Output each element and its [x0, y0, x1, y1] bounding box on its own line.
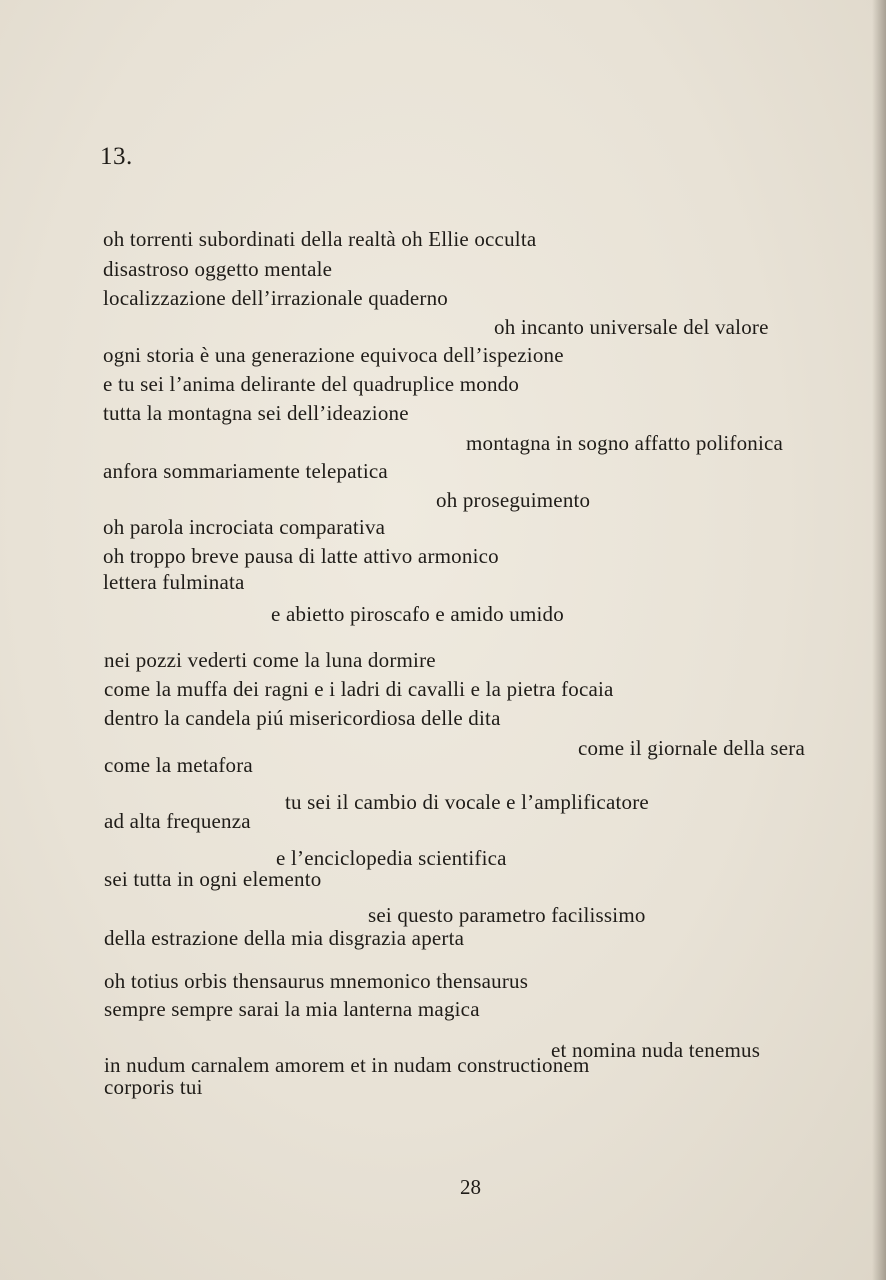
poem-line: in nudum carnalem amorem et in nudam constructionem: [104, 1053, 590, 1077]
poem-line: come la metafora: [104, 753, 253, 777]
poem-line: della estrazione della mia disgrazia aperta: [104, 926, 465, 950]
poem-line: sei questo parametro facilissimo: [368, 903, 646, 927]
poem-line: e tu sei l’anima delirante del quadruplice mondo: [103, 372, 520, 396]
poem-line: tutta la montagna sei dell’ideazione: [103, 401, 409, 425]
poem-line: sempre sempre sarai la mia lanterna magica: [104, 997, 480, 1021]
poem-line: tu sei il cambio di vocale e l’amplificatore: [285, 790, 649, 814]
poem-line: oh parola incrociata comparativa: [103, 515, 386, 539]
poem-line: ogni storia è una generazione equivoca dell’ispezione: [103, 343, 564, 367]
poem-line: et nomina nuda tenemus: [551, 1038, 761, 1062]
poem-line: dentro la candela piú misericordiosa delle dita: [104, 706, 501, 730]
page-number: 28: [460, 1175, 481, 1199]
poem-line: e abietto piroscafo e amido umido: [271, 602, 564, 626]
poem-line: oh proseguimento: [436, 488, 591, 512]
poem-line: oh torrenti subordinati della realtà oh Ellie occulta: [103, 227, 537, 251]
poem-line: come la muffa dei ragni e i ladri di cavalli e la pietra focaia: [104, 677, 614, 701]
poem-line: sei tutta in ogni elemento: [104, 867, 322, 891]
poem-line: e l’enciclopedia scientifica: [276, 846, 507, 870]
poem-line: ad alta frequenza: [104, 809, 251, 833]
poem-line: oh incanto universale del valore: [494, 315, 769, 339]
poem-line: come il giornale della sera: [578, 736, 805, 760]
page-edge-shadow: [872, 0, 886, 1280]
poem-line: localizzazione dell’irrazionale quaderno: [103, 286, 448, 310]
poem-line: corporis tui: [104, 1075, 203, 1099]
poem-line: oh totius orbis thensaurus mnemonico thensaurus: [104, 969, 529, 993]
section-number: 13.: [100, 143, 133, 170]
poem-line: lettera fulminata: [103, 570, 245, 594]
poem-line: anfora sommariamente telepatica: [103, 459, 388, 483]
poem-line: nei pozzi vederti come la luna dormire: [104, 648, 436, 672]
poem-line: montagna in sogno affatto polifonica: [466, 431, 784, 455]
poem-line: oh troppo breve pausa di latte attivo armonico: [103, 544, 499, 568]
poem-line: disastroso oggetto mentale: [103, 257, 333, 281]
